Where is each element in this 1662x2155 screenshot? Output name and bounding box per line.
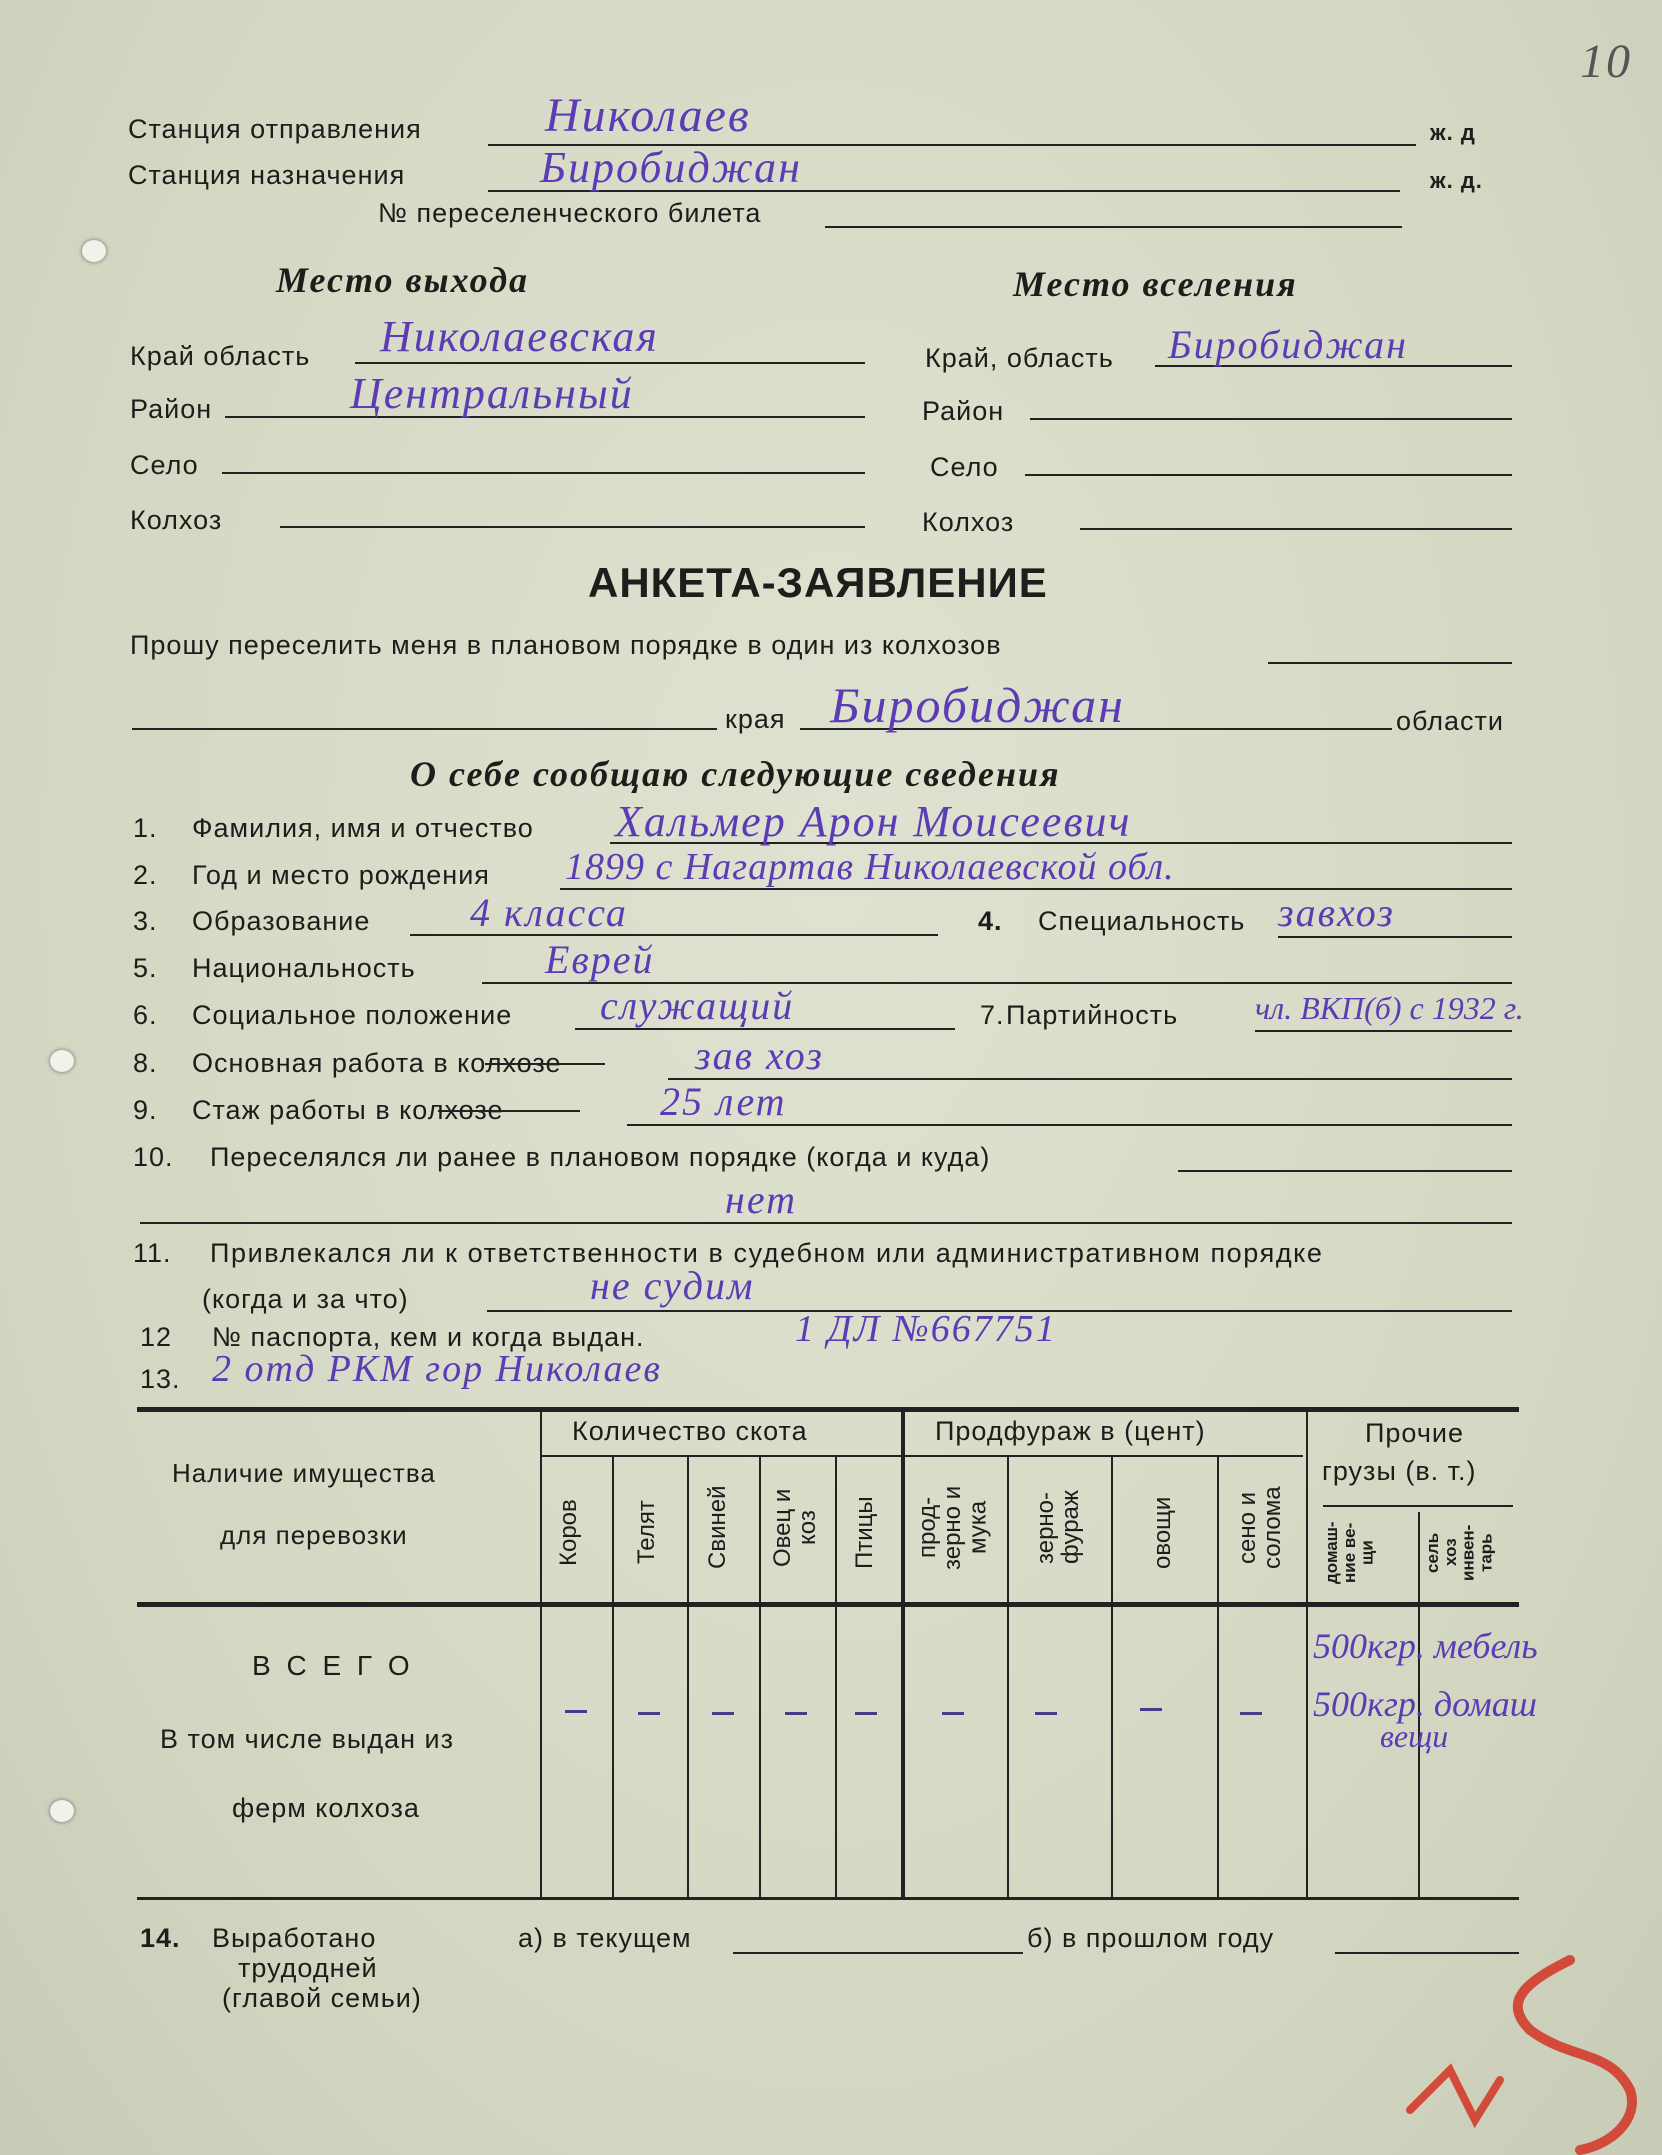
origin-village-label: Село <box>130 450 199 480</box>
destination-region-value: Биробиджан <box>1168 322 1408 367</box>
column-header-grain-flour: прод- зерно и мука <box>914 1485 992 1570</box>
main-work-label: Основная работа в колхозе <box>192 1048 562 1078</box>
table-header-bottom <box>137 1602 1519 1607</box>
item-number: 14. <box>140 1923 181 1953</box>
full-name-value: Хальмер Арон Моисеевич <box>615 797 1132 846</box>
underline <box>280 526 865 528</box>
passport-issuer-value: 2 отд РКМ гор Николаев <box>212 1348 662 1390</box>
column-header-hay-straw: сено и солома <box>1234 1486 1287 1569</box>
underline <box>1278 936 1512 938</box>
row-header: Наличие имущества <box>172 1458 436 1488</box>
other-cargo-value: 500кгр. домаш <box>1313 1684 1537 1724</box>
specialty-label: Специальность <box>1038 906 1246 936</box>
column-divider <box>687 1455 689 1897</box>
page-number: 10 <box>1580 35 1632 88</box>
underline <box>575 1028 955 1030</box>
departure-station-value: Николаев <box>545 89 751 142</box>
education-value: 4 класса <box>470 890 628 935</box>
farms-label: ферм колхоза <box>232 1793 420 1823</box>
column-header-farm-tools: сель хоз инвен- тарь <box>1423 1524 1496 1581</box>
underline <box>140 1222 1512 1224</box>
destination-village-label: Село <box>930 452 999 482</box>
item-number: 12 <box>140 1322 173 1352</box>
underline <box>1025 474 1512 476</box>
workdays-label: трудодней <box>238 1953 378 1983</box>
underline <box>1080 528 1512 530</box>
liability-label: Привлекался ли к ответственности в судебном или административном порядке <box>210 1238 1324 1268</box>
item-number: 10. <box>133 1142 174 1172</box>
origin-district-value: Центральный <box>350 369 634 418</box>
kray-value: Биробиджан <box>830 677 1125 733</box>
workdays-label: Выработано <box>212 1923 377 1953</box>
cell-empty-dash <box>785 1712 807 1715</box>
party-label: Партийность <box>1006 1000 1179 1030</box>
item-number: 8. <box>133 1048 158 1078</box>
request-text: Прошу переселить меня в плановом порядке в один из колхозов <box>130 630 1002 660</box>
row-header: для перевозки <box>220 1520 408 1550</box>
divider <box>902 1455 1303 1457</box>
other-cargo-value: 500кгр. мебель <box>1313 1626 1538 1666</box>
nationality-value: Еврей <box>545 937 655 982</box>
nationality-label: Национальность <box>192 953 416 983</box>
destination-station-label: Станция назначения <box>128 160 406 190</box>
column-divider <box>1111 1455 1113 1897</box>
cell-empty-dash <box>855 1712 877 1715</box>
column-header-cows: Коров <box>555 1499 582 1566</box>
kray-label: края <box>725 704 786 734</box>
column-header-pigs: Свиней <box>704 1485 731 1570</box>
social-status-label: Социальное положение <box>192 1000 513 1030</box>
specialty-value: завхоз <box>1278 890 1395 935</box>
strikethrough <box>485 1063 605 1065</box>
rail-suffix: ж. д. <box>1430 168 1483 193</box>
liability-value: не судим <box>590 1263 755 1308</box>
work-experience-value: 25 лет <box>660 1079 787 1124</box>
divider <box>1323 1505 1513 1507</box>
divider <box>540 1455 902 1457</box>
column-divider <box>1007 1455 1009 1897</box>
column-header-fodder-grain: зерно- фураж <box>1032 1490 1085 1565</box>
underline <box>1030 418 1512 420</box>
workdays-label: (главой семьи) <box>222 1983 422 2013</box>
column-header-vegetables: овощи <box>1149 1496 1176 1569</box>
underline <box>733 1952 1023 1954</box>
table-bottom-border <box>137 1897 1519 1900</box>
item-number: 5. <box>133 953 158 983</box>
group-header-fodder: Продфураж в (цент) <box>935 1416 1206 1446</box>
item-number: 13. <box>140 1364 181 1394</box>
cell-empty-dash <box>1140 1708 1162 1711</box>
column-divider <box>759 1455 761 1897</box>
departure-station-label: Станция отправления <box>128 114 422 144</box>
destination-kolkhoz-label: Колхоз <box>922 507 1015 537</box>
total-label: В С Е Г О <box>252 1650 414 1681</box>
cell-empty-dash <box>565 1710 587 1713</box>
item-number: 1. <box>133 813 158 843</box>
underline <box>132 728 717 730</box>
previous-resettlement-value: нет <box>725 1177 797 1222</box>
destination-station-value: Биробиджан <box>540 143 802 192</box>
issued-from-label: В том числе выдан из <box>160 1724 454 1754</box>
group-header-livestock: Количество скота <box>572 1416 808 1446</box>
punch-hole <box>50 1800 74 1822</box>
item-number: 3. <box>133 906 158 936</box>
origin-region-label: Край область <box>130 341 311 371</box>
passport-label: № паспорта, кем и когда выдан. <box>212 1322 645 1352</box>
full-name-label: Фамилия, имя и отчество <box>192 813 534 843</box>
current-year-label: а) в текущем <box>518 1923 692 1953</box>
rail-suffix: ж. д <box>1430 120 1476 145</box>
underline <box>825 226 1402 228</box>
birth-label: Год и место рождения <box>192 860 490 890</box>
column-header-household-goods: домаш- ние ве- щи <box>1322 1521 1377 1584</box>
previous-year-label: б) в прошлом году <box>1027 1923 1275 1953</box>
column-divider <box>612 1455 614 1897</box>
red-pencil-mark <box>1380 1940 1662 2155</box>
cell-empty-dash <box>712 1712 734 1715</box>
main-work-value: зав хоз <box>695 1033 824 1078</box>
party-value: чл. ВКП(б) с 1932 г. <box>1255 990 1524 1026</box>
destination-heading: Место вселения <box>1013 264 1298 304</box>
origin-district-label: Район <box>130 394 213 424</box>
underline <box>1178 1170 1512 1172</box>
group-header-other: Прочие <box>1365 1418 1465 1448</box>
column-divider <box>540 1410 542 1897</box>
previous-resettlement-label: Переселялся ли ранее в плановом порядке (когда и куда) <box>210 1142 991 1172</box>
destination-district-label: Район <box>922 396 1005 426</box>
cell-empty-dash <box>638 1712 660 1715</box>
underline <box>668 1078 1512 1080</box>
cell-empty-dash <box>1240 1712 1262 1715</box>
liability-label-2: (когда и за что) <box>202 1284 409 1314</box>
underline <box>627 1124 1512 1126</box>
origin-region-value: Николаевская <box>380 312 659 361</box>
item-number: 4. <box>978 906 1003 936</box>
column-divider <box>1306 1410 1308 1897</box>
item-number: 6. <box>133 1000 158 1030</box>
underline <box>355 362 865 364</box>
destination-region-label: Край, область <box>925 343 1114 373</box>
column-header-calves: Телят <box>633 1500 660 1565</box>
punch-hole <box>82 240 106 262</box>
work-experience-label: Стаж работы в колхозе <box>192 1095 504 1125</box>
item-number: 7. <box>980 1000 1005 1030</box>
underline <box>1268 662 1512 664</box>
punch-hole <box>50 1050 74 1072</box>
other-cargo-value: вещи <box>1380 1718 1449 1754</box>
education-label: Образование <box>192 906 371 936</box>
item-number: 11. <box>133 1238 172 1268</box>
passport-value: 1 ДЛ №667751 <box>795 1308 1057 1350</box>
social-status-value: служащий <box>600 983 795 1028</box>
underline <box>1255 1030 1512 1032</box>
item-number: 2. <box>133 860 158 890</box>
column-divider <box>1217 1455 1219 1897</box>
cell-empty-dash <box>942 1712 964 1715</box>
column-divider <box>901 1410 905 1897</box>
ticket-label: № переселенческого билета <box>378 198 762 228</box>
table-top-border <box>137 1407 1519 1412</box>
column-header-sheep-goats: Овец и коз <box>769 1488 822 1567</box>
birth-value: 1899 с Нагартав Николаевской обл. <box>565 846 1175 888</box>
origin-kolkhoz-label: Колхоз <box>130 505 223 535</box>
strikethrough <box>438 1110 580 1112</box>
column-header-poultry: Птицы <box>851 1496 878 1569</box>
origin-heading: Место выхода <box>276 260 530 300</box>
cell-empty-dash <box>1035 1712 1057 1715</box>
section-heading: О себе сообщаю следующие сведения <box>410 754 1061 794</box>
column-divider <box>835 1455 837 1897</box>
form-title: АНКЕТА-ЗАЯВЛЕНИЕ <box>588 559 1048 606</box>
group-header-other: грузы (в. т.) <box>1322 1456 1477 1486</box>
oblast-label: области <box>1396 706 1504 736</box>
underline <box>222 472 865 474</box>
item-number: 9. <box>133 1095 158 1125</box>
